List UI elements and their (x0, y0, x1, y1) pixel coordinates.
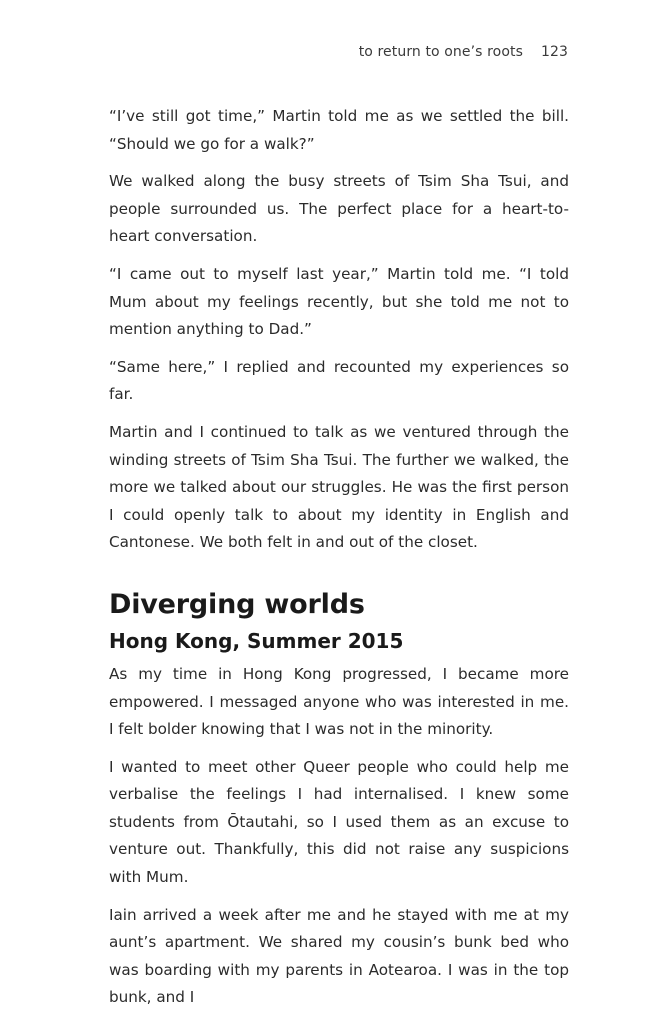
paragraph: Martin and I continued to talk as we ventured through the winding streets of Tsim Sha Tsui. The further we walked, the more we talked about our struggles. He was the first person I could openly talk to about my identity in English and Cantonese. We both felt in and out of the closet. (109, 422, 569, 552)
paragraph: “I came out to myself last year,” Martin told me. “I told Mum about my feelings recently, but she told me not to mention anything to Dad.” (109, 264, 569, 339)
running-title: to return to one’s roots (358, 44, 523, 60)
paragraph: Iain arrived a week after me and he stayed with me at my aunt’s apartment. We shared my cousin’s bunk bed who was boarding with my parents in Aotearoa. I was in the top bunk, and I (109, 905, 569, 1007)
paragraph: “I’ve still got time,” Martin told me as we settled the bill. “Should we go for a walk?” (109, 107, 569, 153)
paragraph: As my time in Hong Kong progressed, I became more empowered. I messaged anyone who was interested in me. I felt bolder knowing that I was not in the minority. (109, 664, 569, 739)
paragraph: “Same here,” I replied and recounted my experiences so far. (109, 357, 569, 404)
section-subtitle: Hong Kong, Summer 2015 (109, 628, 404, 653)
paragraph: I wanted to meet other Queer people who could help me verbalise the feelings I had internalised. I knew some students from Ōtautahi, so I used them as an excuse to venture out. Thankfully, this did not raise any suspicions with Mum. (109, 757, 569, 887)
paragraph: We walked along the busy streets of Tsim Sha Tsui, and people surrounded us. The perfect place for a heart-to-heart conversation. (109, 172, 569, 246)
page-number: 123 (540, 44, 568, 60)
section-title: Diverging worlds (109, 588, 365, 620)
body-text (109, 103, 569, 1022)
running-header (359, 44, 568, 60)
